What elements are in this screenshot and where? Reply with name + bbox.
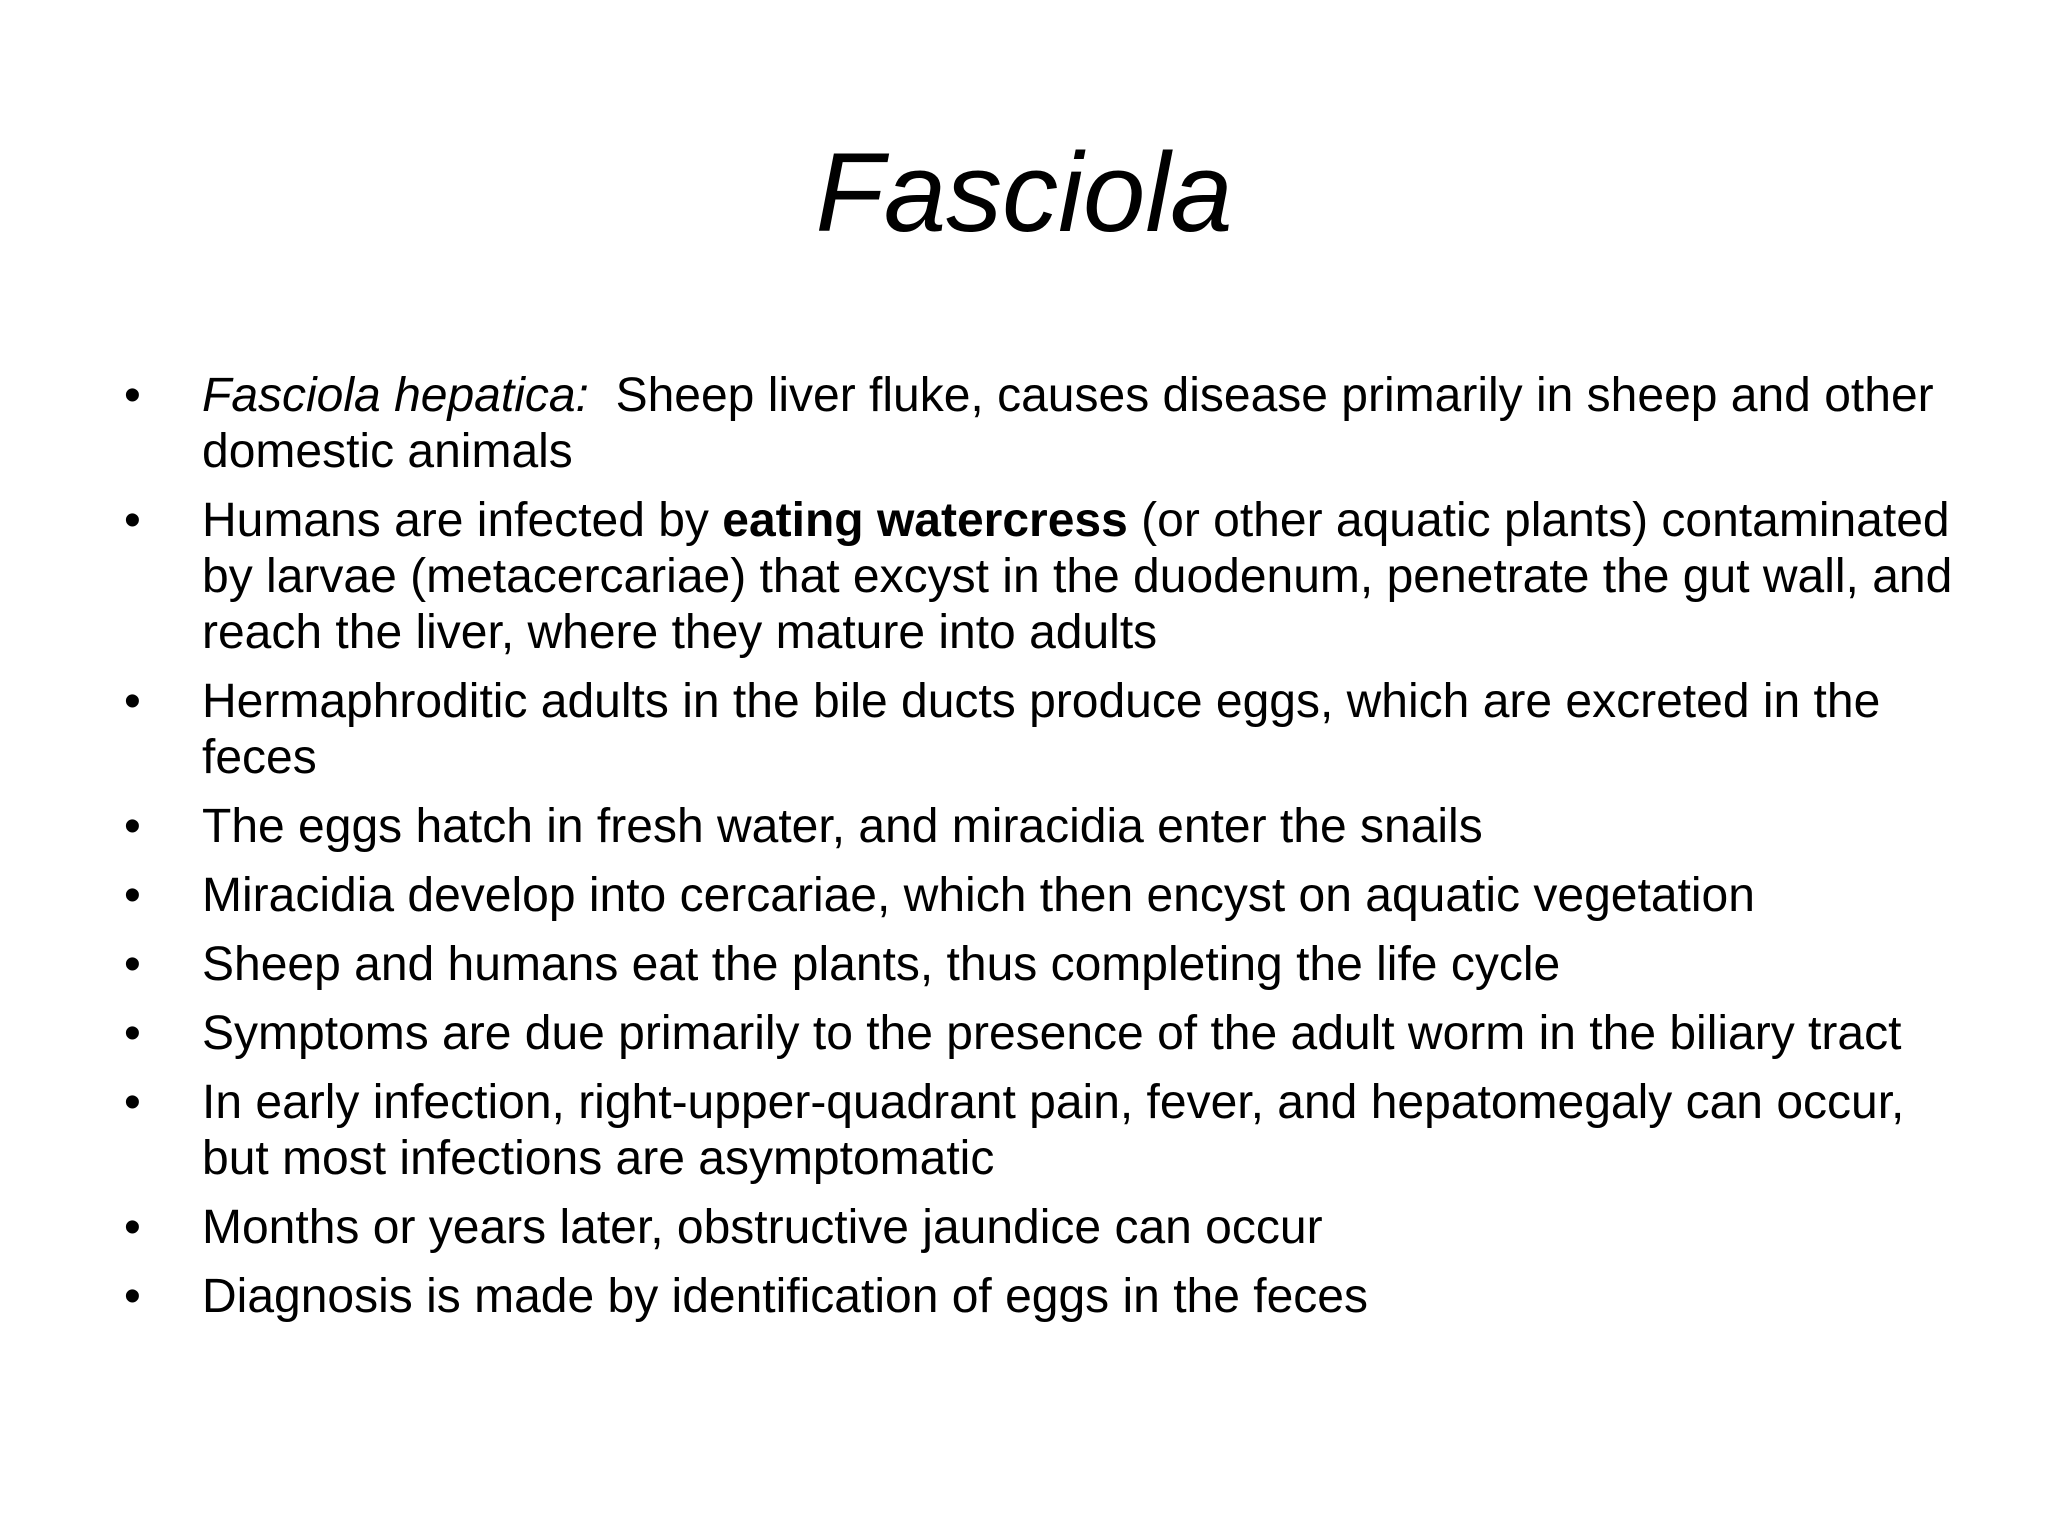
list-item [120, 493, 1980, 661]
bullet-body-end: (or other aquatic plants) contaminated by larvae (metacercariae) that excyst in the duodenum, penetrate the gut wall, and reach the liver, where they mature into adults [202, 494, 1966, 659]
bullet-text: The eggs hatch in fresh water, and miracidia enter the snails [202, 800, 1483, 853]
bullet-text: Symptoms are due primarily to the presence of the adult worm in the biliary tract [202, 1007, 1902, 1060]
bullet-text: Miracidia develop into cercariae, which then encyst on aquatic vegetation [202, 869, 1755, 922]
list-item [120, 868, 1980, 924]
bullet-text: In early infection, right-upper-quadrant pain, fever, and hepatomegaly can occur, but most infections are asymptomatic [202, 1076, 1905, 1185]
bullet-list [120, 368, 1980, 1338]
list-item [120, 368, 1980, 480]
bullet-icon: • [124, 369, 141, 422]
bullet-text: Hermaphroditic adults in the bile ducts produce eggs, which are excreted in the feces [202, 675, 1881, 784]
bullet-body-start: Humans are infected by [202, 494, 723, 547]
bullet-icon: • [124, 1076, 141, 1129]
slide-title: Fasciola [815, 130, 1233, 255]
bullet-text: Sheep and humans eat the plants, thus completing the life cycle [202, 938, 1561, 991]
bullet-body: Sheep liver fluke, causes disease primarily in sheep and other domestic animals [202, 369, 1947, 478]
bullet-icon: • [124, 494, 141, 547]
species-name: Fasciola hepatica: [202, 369, 589, 422]
list-item [120, 1200, 1980, 1256]
list-item [120, 937, 1980, 993]
bullet-text [202, 494, 1966, 659]
bullet-icon: • [124, 800, 141, 853]
bullet-icon: • [124, 675, 141, 728]
bullet-icon: • [124, 869, 141, 922]
list-item [120, 1269, 1980, 1325]
bullet-text: Diagnosis is made by identification of eggs in the feces [202, 1270, 1368, 1323]
list-item [120, 1075, 1980, 1187]
bullet-icon: • [124, 938, 141, 991]
bullet-icon: • [124, 1270, 141, 1323]
list-item [120, 799, 1980, 855]
emphasis-text: eating watercress [722, 494, 1128, 547]
bullet-icon: • [124, 1007, 141, 1060]
list-item [120, 1006, 1980, 1062]
list-item [120, 674, 1980, 786]
bullet-text: Months or years later, obstructive jaundice can occur [202, 1201, 1323, 1254]
bullet-icon: • [124, 1201, 141, 1254]
bullet-text [202, 369, 1947, 478]
